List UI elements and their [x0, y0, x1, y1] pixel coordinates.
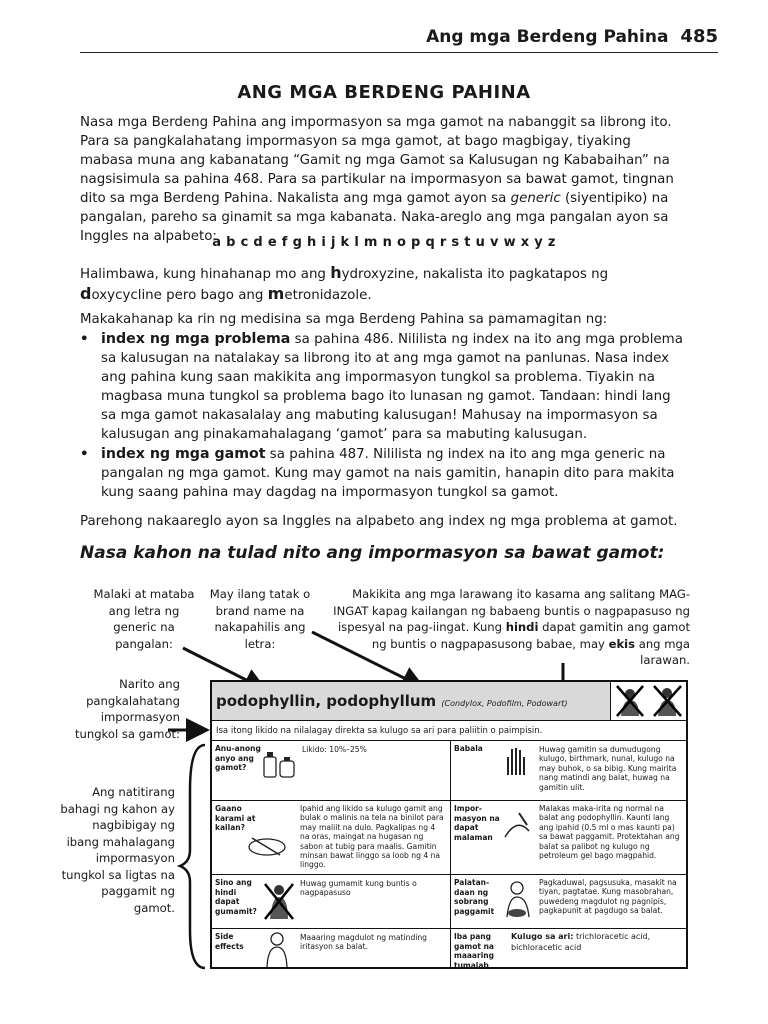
who-label: Sino ang hindi dapat gumamit? — [215, 878, 257, 916]
cell-other-drugs — [451, 929, 686, 969]
overdose-text: Pagkaduwal, pagsusuka, masakit na tiyan, pagtatae. Kung masobrahan, puwedeng magdulot ng pagnipis, pagkapunit at pagdugo sa balat. — [539, 878, 677, 916]
forms-text: Likido: 10%–25% — [302, 745, 367, 754]
side-effects-text: Maaaring magdulot ng matinding iritasyon sa balat. — [300, 933, 428, 952]
sick-person-icon — [503, 879, 533, 919]
brand-names: (Condylox, Podofilm, Podowart) — [441, 699, 568, 708]
cell-important — [451, 801, 686, 875]
cell-overdose — [451, 875, 686, 929]
warning-label: Babala — [454, 744, 483, 753]
cell-forms — [212, 741, 450, 801]
brace — [180, 745, 205, 968]
important-text: Malakas maka-irita ng normal na balat ang podophyllin. Kaunti lang ang ipahid (0.5 ml o mas kaunti pa) sa bawat paggamit. Protektahan ang balat sa palibot ng kulugo ng petroleum gel bago magpahid. — [539, 804, 680, 861]
forms-label: Anu-anong anyo ang gamot? — [215, 744, 261, 772]
skin-dropper-icon — [501, 811, 533, 841]
stop-hand-icon — [501, 745, 529, 777]
cell-who — [212, 875, 450, 929]
who-text: Huwag gumamit kung buntis o nagpapasuso — [300, 879, 417, 898]
annotation-generic-name: Malaki at mataba ang letra ng generic na pangalan: — [93, 587, 195, 651]
drug-description: Isa itong likido na nilalagay direkta sa kulugo sa ari para paliitin o paimpisin. — [212, 721, 686, 741]
dose-text: Ipahid ang likido sa kulugo gamit ang bulak o malinis na tela na binilot para may maliit na dulo. Pagkalipas ng 4 na oras, maingat na hugasan ng sabon at tubig para maalis. Gamitin minsan bawat linggo sa loob ng 4 na linggo. — [300, 804, 444, 870]
pregnant-nursing-crossed-icon — [611, 682, 687, 720]
page-number: 485 — [680, 26, 718, 47]
alphabet-line: a b c d e f g h i j k l m n o p q r s t u v w x y z — [212, 235, 556, 250]
running-title: Ang mga Berdeng Pahina — [426, 27, 669, 47]
arrow-brand — [312, 632, 420, 686]
generic-name: podophyllin, podophyllum (Condylox, Podofilm, Podowart) — [216, 692, 568, 710]
intro-paragraph: Nasa mga Berdeng Pahina ang impormasyon sa mga gamot na nabanggit sa librong ito. Para sa pangkalahatang impormasyon sa mga gamot, at bago magbigay, tiyaking mabasa muna ang kabanatang “Gamit ng mga Gamot sa Kalusugan ng Kababaihan” na nagsisimula sa pahina 468. Para sa partikular na impormasyon sa bawat gamot, tingnan dito sa mga Berdeng Pahina. Nakalista ang mga gamot ayon sa generic (siyentipiko) na pangalan, pareho sa ginamit sa mga kabanata. Naka-areglo ang mga pangalan ayon sa Inggles na alpabeto: — [80, 115, 674, 244]
dose-label: Gaano karami at kailan? — [215, 804, 256, 832]
page-title: ANG MGA BERDENG PAHINA — [237, 82, 531, 103]
alphabetical-note: Parehong nakaareglo ayon sa Inggles na alpabeto ang index ng mga problema at gamot. — [80, 514, 678, 529]
applying-medicine-icon — [242, 833, 292, 859]
pregnancy-warning-icons — [610, 682, 687, 721]
medicine-bottles-icon — [262, 749, 298, 779]
section-heading: Nasa kahon na tulad nito ang impormasyon sa bawat gamot: — [80, 543, 665, 563]
pregnant-crossed-icon — [262, 881, 296, 921]
side-effects-label: Side effects — [215, 932, 244, 951]
annotation-warning-icons: Makikita ang mga larawang ito kasama ang salitang MAG-INGAT kapag kailangan ng babaeng buntis o nagpapasuso ng ispesyal na pag-iingat. Kung hindi dapat gamitin ang gamot ng buntis o nagpapasusong babae, may ekis ang mga larawan. — [333, 587, 690, 667]
example-paragraph: Halimbawa, kung hinahanap mo ang hydroxyzine, nakalista ito pagkatapos ng doxycycline pero bago ang metronidazole. — [80, 263, 609, 303]
drug-header — [212, 682, 610, 721]
annotation-rest-info: Ang natitirang bahagi ng kahon ay nagbibigay ng ibang mahalagang impormasyon tungkol sa ligtas na paggamit ng gamot. — [60, 785, 175, 915]
other-drugs-label: Iba pang gamot na maaaring tumalab — [454, 932, 494, 970]
bullet-problem-index: • index ng mga problema sa pahina 486. Nililista ng index na ito ang mga problema sa kalusugan na natalakay sa librong ito at ang mga gamot na panlunas. Nasa index ang pahina kung saan makikita ang impormasyon tungkol sa problema. Tiyakin na magbasa muna tungkol sa problema bago ito lunasan ng gamot. Tandaan: hindi lang sa mga gamot nakasalalay ang mabuting kalusugan! Mahusay na impormasyon sa kalusugan ang pinakamahalagang ‘gamot’ para sa mabuting kalusugan. — [80, 331, 683, 442]
important-label: Impor-masyon na dapat malaman — [454, 804, 500, 842]
cell-side-effects — [212, 929, 450, 969]
cell-warning — [451, 741, 686, 801]
cell-dose — [212, 801, 450, 875]
other-drugs-text: Kulugo sa ari: trichloracetic acid, bichloracetic acid — [511, 932, 651, 952]
drug-info-box — [210, 680, 688, 969]
bullet-drug-index: • index ng mga gamot sa pahina 487. Nililista ng index na ito ang mga generic na pangalan ng mga gamot. Kung may gamot na nais gamitin, hanapin dito para makita kung saang pahina may dagdag na impormasyon tungkol sa gamot. — [80, 446, 675, 500]
warning-text: Huwag gamitin sa dumudugong kulugo, birthmark, nunal, kulugo na may buhok, o sa bibig. Kung mairita nang matindi ang balat, huwag na gamitin ulit. — [539, 745, 677, 792]
overdose-label: Palatan-daan ng sobrang paggamit — [454, 878, 495, 916]
index-intro: Makakahanap ka rin ng medisina sa mga Berdeng Pahina sa pamamagitan ng: — [80, 312, 608, 327]
annotation-brand-name: May ilang tatak o brand name na nakapahilis ang letra: — [209, 587, 311, 651]
annotation-general-info: Narito ang pangkalahatang impormasyon tungkol sa gamot: — [74, 677, 180, 741]
person-icon — [264, 931, 290, 967]
